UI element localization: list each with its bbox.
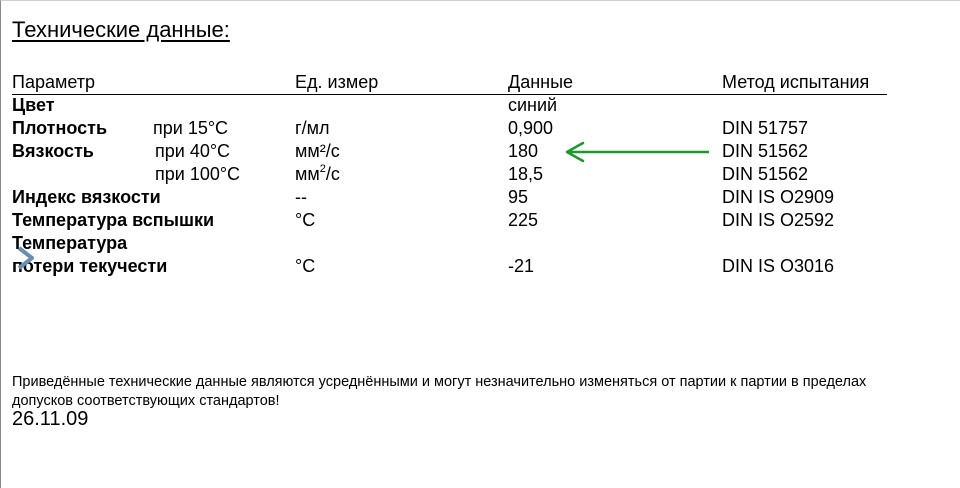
row-data: 0,900 — [508, 118, 554, 138]
page-title: Технические данные: — [12, 17, 230, 42]
row-data: 180 — [508, 141, 539, 161]
header-data: Данные — [508, 72, 574, 92]
row-name: Плотность — [12, 118, 108, 138]
row-name: потери текучести — [12, 256, 168, 276]
table-row-viscosity-index — [12, 187, 952, 210]
row-data: 95 — [508, 187, 529, 207]
row-unit — [295, 164, 340, 185]
disclaimer-note — [12, 373, 960, 411]
table-row-color — [12, 95, 952, 118]
row-data: синий — [508, 95, 558, 115]
row-method: DIN 51562 — [722, 164, 809, 184]
row-unit-sup: 2 — [319, 163, 326, 175]
row-unit: -- — [295, 187, 307, 207]
header-unit: Ед. измер — [295, 72, 379, 92]
row-unit: °С — [295, 256, 316, 276]
table-header — [12, 72, 887, 95]
chevron-right-icon[interactable] — [15, 245, 37, 271]
row-method: DIN 51562 — [722, 141, 809, 161]
table-row-viscosity-100 — [12, 164, 952, 187]
row-method: DIN IS O3016 — [722, 256, 835, 276]
row-name: Вязкость — [12, 141, 94, 161]
table-row-density — [12, 118, 952, 141]
row-unit: °С — [295, 210, 316, 230]
green-left-arrow-icon — [561, 141, 713, 163]
note-line-1: Приведённые технические данные являются усреднёнными и могут незначительно изменяться от партии к партии в пределах — [12, 374, 867, 390]
row-data: 225 — [508, 210, 539, 230]
row-name: Температура — [12, 233, 128, 253]
note-line-2: допусков соответствующих стандартов! — [12, 393, 280, 409]
row-unit: мм²/с — [295, 141, 340, 161]
document-date: 26.11.09 — [12, 408, 89, 430]
row-name: Индекс вязкости — [12, 187, 161, 207]
row-condition: при 15°С — [153, 118, 229, 138]
row-name: Температура вспышки — [12, 210, 215, 230]
table-row-flash-point — [12, 210, 952, 233]
row-name: Цвет — [12, 95, 55, 115]
row-condition: при 40°С — [155, 141, 231, 161]
row-data: 18,5 — [508, 164, 544, 184]
header-method: Метод испытания — [722, 72, 870, 92]
row-method: DIN IS O2592 — [722, 210, 835, 230]
row-condition: при 100°С — [155, 164, 241, 184]
row-unit-base: мм — [295, 164, 320, 184]
table-row-viscosity-40 — [12, 141, 952, 164]
row-method: DIN IS O2909 — [722, 187, 835, 207]
header-param: Параметр — [12, 72, 96, 92]
row-unit: г/мл — [295, 118, 330, 138]
table-row-pour-point — [12, 256, 952, 279]
row-data: -21 — [508, 256, 535, 276]
row-unit-tail: /с — [325, 164, 340, 184]
row-method: DIN 51757 — [722, 118, 809, 138]
table-row-temperature — [12, 233, 952, 256]
